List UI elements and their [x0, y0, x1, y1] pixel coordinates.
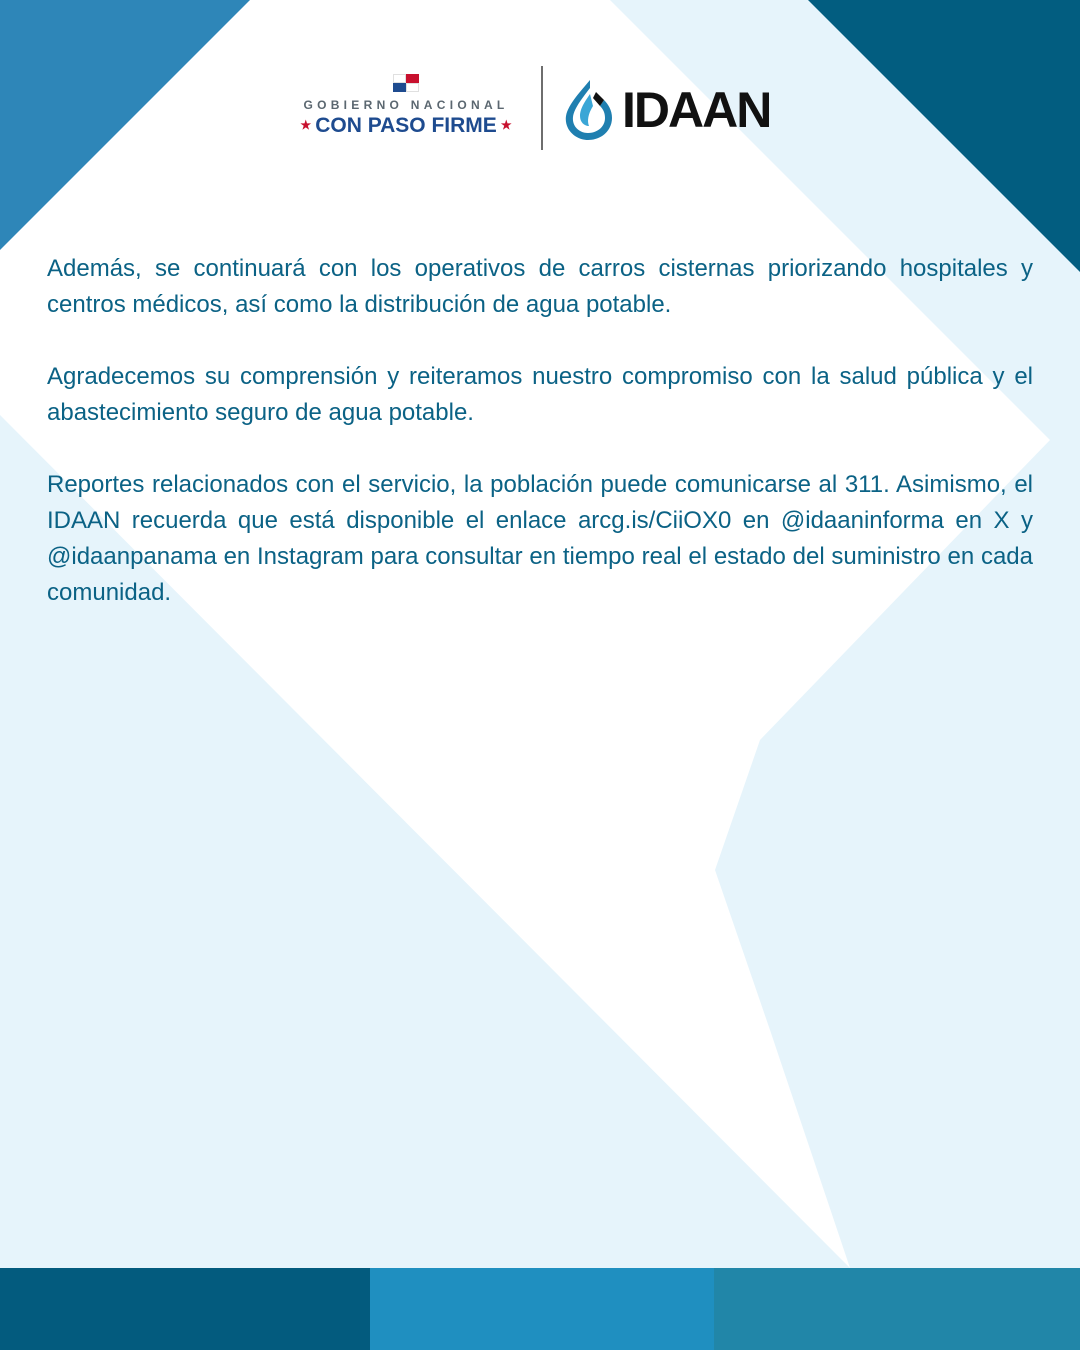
body-text: [47, 251, 1033, 647]
star-right-icon: ★: [500, 118, 512, 132]
paragraph-3: Reportes relacionados con el servicio, la población puede comunicarse al 311. Asimismo, el IDAAN recuerda que está disponible el enlace arcg.is/CiiOX0 en @idaaninforma en X y @idaanpanama en Instagram para consultar en tiempo real el estado del suministro en cada comunidad.: [47, 471, 1033, 606]
bottom-color-bar: [0, 1268, 1080, 1350]
bottom-bar-middle: [370, 1268, 714, 1350]
paragraph-1: Además, se continuará con los operativos de carros cisternas priorizando hospitales y centros médicos, así como la distribución de agua potable.: [47, 255, 1033, 318]
bottom-bar-right: [714, 1268, 1080, 1350]
gov-line-2: [286, 114, 526, 138]
logo-divider: [541, 66, 543, 150]
header: [0, 60, 1080, 160]
idaan-wordmark: IDAAN: [622, 82, 771, 138]
idaan-logo: [560, 76, 800, 146]
gobierno-nacional-logo: [286, 72, 526, 142]
star-left-icon: ★: [300, 118, 312, 132]
paragraph-2: Agradecemos su comprensión y reiteramos nuestro compromiso con la salud pública y el abastecimiento seguro de agua potable.: [47, 363, 1033, 426]
gov-line-1: GOBIERNO NACIONAL: [303, 98, 509, 112]
gov-slogan: CON PASO FIRME: [315, 114, 497, 137]
bottom-bar-left: [0, 1268, 370, 1350]
panama-flag-icon: [393, 74, 419, 92]
water-drop-icon: [560, 76, 616, 142]
